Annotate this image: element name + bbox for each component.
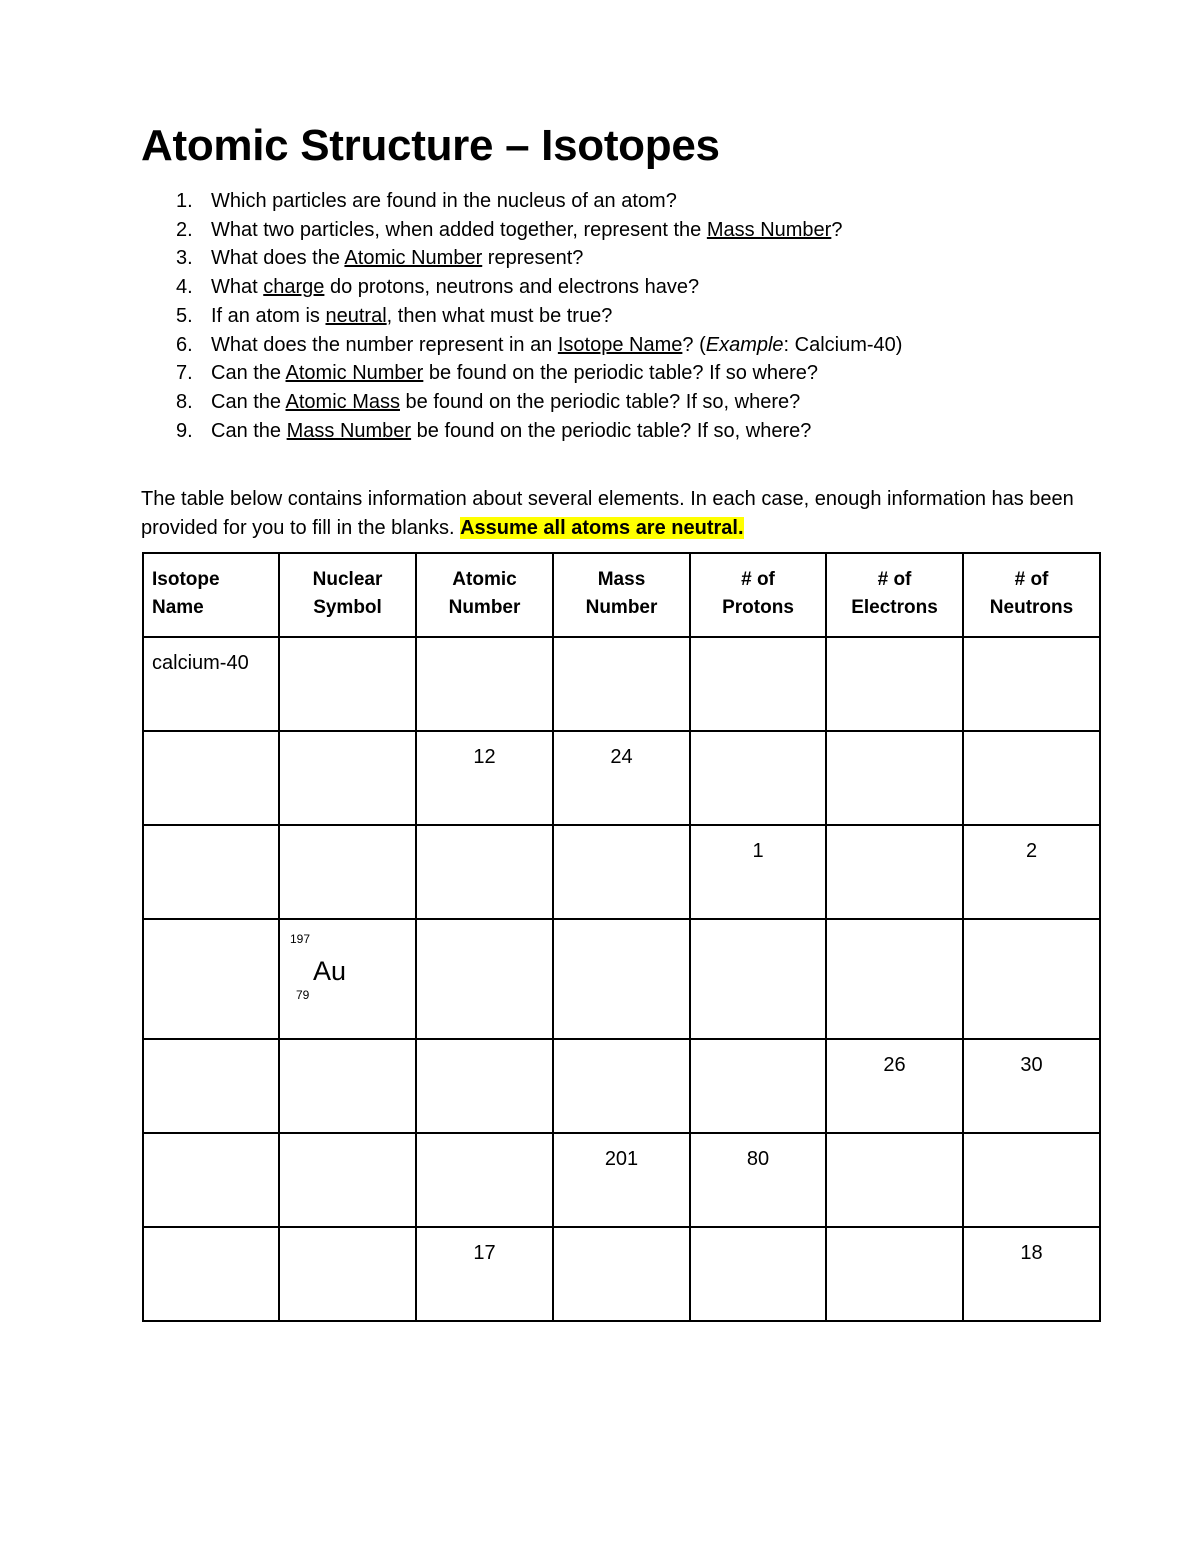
- question-number: 9.: [176, 419, 193, 442]
- question-text: , then what must be true?: [386, 304, 613, 327]
- cell-isotope-name[interactable]: [143, 1039, 279, 1133]
- key-term: Atomic Number: [285, 362, 424, 385]
- cell-mass-number[interactable]: [553, 1039, 690, 1133]
- mass-number-superscript: 197: [290, 932, 311, 946]
- header-line: # of: [1014, 569, 1049, 590]
- header-mass-number: [553, 553, 690, 637]
- table-row: [143, 1227, 1100, 1321]
- header-line: # of: [741, 569, 775, 590]
- question-text: Which particles are found in the nucleus of an atom?: [211, 190, 677, 212]
- header-neutrons: [963, 553, 1100, 637]
- table-row: [143, 731, 1100, 825]
- cell-protons[interactable]: 1: [690, 825, 826, 919]
- question-text: : Calcium-40): [783, 333, 903, 356]
- cell-protons[interactable]: 80: [690, 1133, 826, 1227]
- key-term: Mass Number: [286, 419, 412, 442]
- header-line: Name: [152, 597, 204, 618]
- nuclear-symbol-notation: [280, 920, 415, 1038]
- question-number: 8.: [176, 390, 193, 413]
- cell-nuclear-symbol[interactable]: [279, 1133, 416, 1227]
- table-row: [143, 637, 1100, 731]
- cell-isotope-name[interactable]: [143, 731, 279, 825]
- header-line: Number: [448, 597, 521, 618]
- question-text: ? (: [682, 333, 706, 356]
- cell-nuclear-symbol[interactable]: [279, 1227, 416, 1321]
- question-item: [141, 331, 902, 360]
- question-item: [141, 216, 902, 245]
- question-item: [141, 244, 902, 273]
- table-row: [143, 825, 1100, 919]
- cell-mass-number[interactable]: [553, 1227, 690, 1321]
- question-text: If an atom is: [211, 304, 326, 327]
- instructions-text: The table below contains information about several elements. In each case, enough information has been provided for you to fill in the blanks.: [141, 488, 1074, 539]
- question-item: [141, 417, 902, 446]
- question-text: Can the: [211, 362, 286, 385]
- cell-nuclear-symbol[interactable]: [279, 1039, 416, 1133]
- key-term: charge: [263, 276, 325, 299]
- cell-mass-number[interactable]: 201: [553, 1133, 690, 1227]
- cell-atomic-number[interactable]: [416, 1133, 553, 1227]
- cell-atomic-number[interactable]: [416, 825, 553, 919]
- key-term: neutral: [325, 304, 387, 327]
- question-number: 2.: [176, 218, 193, 241]
- header-line: Mass: [597, 569, 646, 590]
- cell-atomic-number[interactable]: [416, 919, 553, 1039]
- cell-atomic-number[interactable]: [416, 1039, 553, 1133]
- question-text: be found on the periodic table? If so where?: [423, 362, 819, 385]
- cell-neutrons[interactable]: 30: [963, 1039, 1100, 1133]
- cell-neutrons[interactable]: [963, 1133, 1100, 1227]
- cell-nuclear-symbol[interactable]: [279, 919, 416, 1039]
- cell-isotope-name[interactable]: [143, 825, 279, 919]
- header-line: Number: [585, 597, 658, 618]
- cell-isotope-name[interactable]: calcium-40: [143, 637, 279, 731]
- neutral-atoms-note: Assume all atoms are neutral.: [460, 517, 744, 539]
- question-item: [141, 388, 902, 417]
- cell-mass-number[interactable]: [553, 919, 690, 1039]
- question-number: 4.: [176, 276, 193, 299]
- header-line: Neutrons: [989, 597, 1074, 618]
- question-item: [141, 359, 902, 388]
- question-text: do protons, neutrons and electrons have?: [324, 276, 700, 299]
- header-isotope-name: [143, 553, 279, 637]
- question-item: [141, 302, 902, 331]
- header-line: # of: [877, 569, 912, 590]
- cell-mass-number[interactable]: [553, 637, 690, 731]
- cell-mass-number[interactable]: [553, 825, 690, 919]
- cell-electrons[interactable]: [826, 637, 963, 731]
- question-number: 7.: [176, 362, 193, 385]
- isotope-table: [142, 552, 1101, 1322]
- question-number: 1.: [176, 190, 193, 212]
- question-text: What: [211, 276, 264, 299]
- question-text: What does the: [211, 247, 345, 270]
- header-electrons: [826, 553, 963, 637]
- cell-protons[interactable]: [690, 919, 826, 1039]
- header-line: Nuclear: [312, 569, 383, 590]
- header-atomic-number: [416, 553, 553, 637]
- question-number: 6.: [176, 333, 193, 356]
- page-title: Atomic Structure – Isotopes: [141, 121, 720, 170]
- cell-neutrons[interactable]: 18: [963, 1227, 1100, 1321]
- question-text: What two particles, when added together, represent the: [211, 218, 707, 241]
- cell-electrons[interactable]: [826, 919, 963, 1039]
- table-header-row: [143, 553, 1100, 637]
- question-text: represent?: [482, 247, 584, 270]
- cell-isotope-name[interactable]: [143, 1227, 279, 1321]
- cell-nuclear-symbol[interactable]: [279, 825, 416, 919]
- question-list: [141, 187, 902, 445]
- cell-protons[interactable]: [690, 1039, 826, 1133]
- question-text: What does the number represent in an: [211, 333, 558, 356]
- header-line: Protons: [722, 597, 794, 618]
- cell-electrons[interactable]: [826, 1133, 963, 1227]
- cell-neutrons[interactable]: [963, 731, 1100, 825]
- cell-isotope-name[interactable]: [143, 919, 279, 1039]
- table-row: [143, 919, 1100, 1039]
- question-text: be found on the periodic table? If so, where?: [411, 419, 812, 442]
- cell-protons[interactable]: [690, 637, 826, 731]
- cell-atomic-number[interactable]: 12: [416, 731, 553, 825]
- question-item: [141, 273, 902, 302]
- header-nuclear-symbol: [279, 553, 416, 637]
- cell-isotope-name[interactable]: [143, 1133, 279, 1227]
- key-term: Isotope Name: [557, 333, 683, 356]
- element-symbol: Au: [313, 956, 347, 986]
- question-item: [141, 187, 902, 216]
- key-term: Atomic Number: [344, 247, 483, 270]
- cell-neutrons[interactable]: 2: [963, 825, 1100, 919]
- table-row: [143, 1133, 1100, 1227]
- cell-electrons[interactable]: [826, 731, 963, 825]
- cell-electrons[interactable]: [826, 825, 963, 919]
- atomic-number-subscript: 79: [296, 988, 310, 1002]
- question-number: 5.: [176, 304, 193, 327]
- cell-atomic-number[interactable]: [416, 637, 553, 731]
- cell-nuclear-symbol[interactable]: [279, 731, 416, 825]
- cell-mass-number[interactable]: 24: [553, 731, 690, 825]
- question-text: Can the: [211, 390, 286, 413]
- cell-protons[interactable]: [690, 731, 826, 825]
- cell-electrons[interactable]: 26: [826, 1039, 963, 1133]
- cell-nuclear-symbol[interactable]: [279, 637, 416, 731]
- question-text: Can the: [211, 419, 287, 442]
- table-instructions: [141, 485, 1091, 543]
- key-term: Mass Number: [706, 218, 832, 241]
- cell-protons[interactable]: [690, 1227, 826, 1321]
- header-line: Symbol: [313, 597, 382, 618]
- key-term: Atomic Mass: [285, 390, 400, 413]
- header-line: Atomic: [452, 569, 517, 590]
- cell-atomic-number[interactable]: 17: [416, 1227, 553, 1321]
- emphasis-text: Example: [705, 333, 784, 356]
- header-protons: [690, 553, 826, 637]
- question-number: 3.: [176, 247, 193, 270]
- cell-neutrons[interactable]: [963, 637, 1100, 731]
- header-line: Electrons: [851, 597, 938, 618]
- question-text: be found on the periodic table? If so, where?: [399, 390, 801, 413]
- cell-neutrons[interactable]: [963, 919, 1100, 1039]
- cell-electrons[interactable]: [826, 1227, 963, 1321]
- header-line: Isotope: [152, 569, 220, 590]
- table-row: [143, 1039, 1100, 1133]
- question-text: ?: [831, 218, 843, 241]
